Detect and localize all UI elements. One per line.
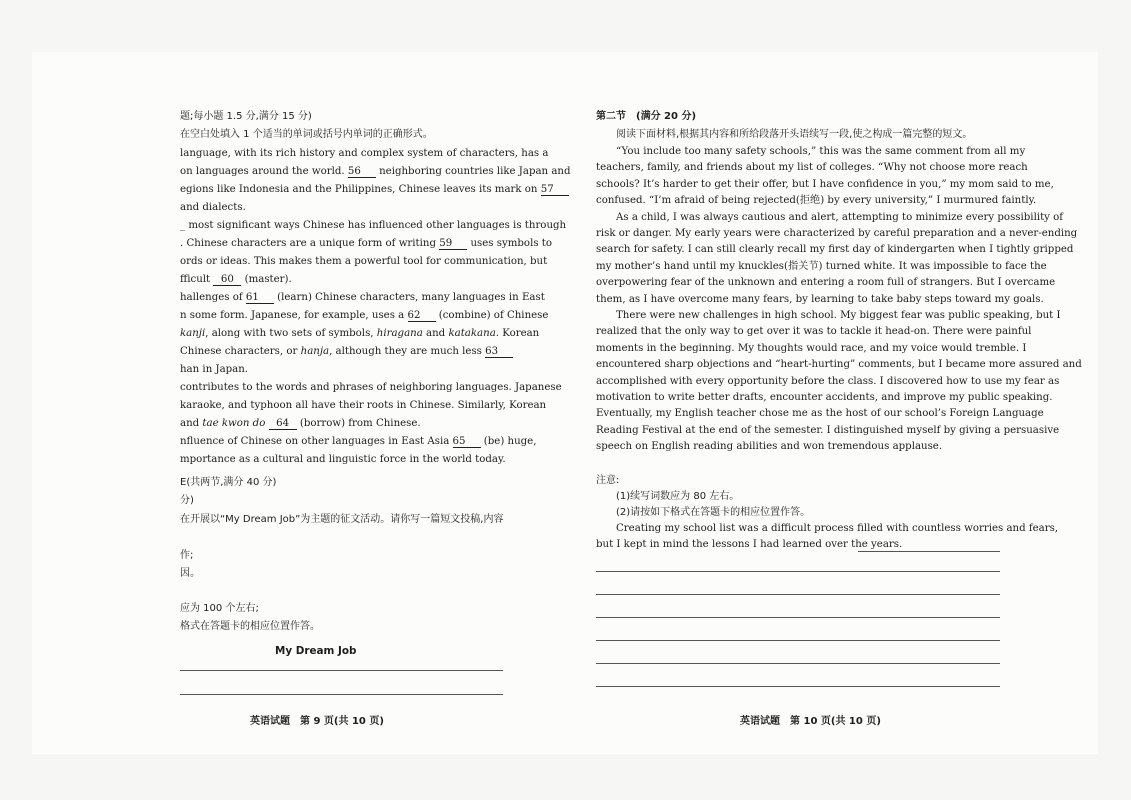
- section-title: 第二节 (满分 20 分): [596, 111, 697, 122]
- blank-56[interactable]: 56: [348, 166, 376, 178]
- answer-line[interactable]: [596, 640, 1000, 641]
- section-header: 题;每小题 1.5 分,满分 15 分): [180, 111, 312, 122]
- story-line: search for safety. I can still clearly recall my first day of kindergarten when I tightly gripped: [596, 244, 1074, 256]
- answer-line[interactable]: [596, 663, 1000, 664]
- blank-63[interactable]: 63: [485, 346, 513, 358]
- blank-57[interactable]: 57: [541, 184, 569, 196]
- passage-line: and tae kwon do 64 (borrow) from Chinese.: [180, 418, 421, 429]
- answer-line[interactable]: [596, 617, 1000, 618]
- story-line: As a child, I was always cautious and alert, attempting to minimize every possibility of: [616, 211, 1064, 223]
- story-line: risk or danger. My early years were characterized by careful preparation and a never-ending: [596, 228, 1078, 239]
- story-line: Eventually, my English teacher chose me as the host of our school’s Foreign Language: [596, 408, 1044, 420]
- passage-line: ords or ideas. This makes them a powerful tool for communication, but: [180, 256, 548, 267]
- story-line: moments in the beginning. My thoughts would race, and my voice would tremble. I: [596, 342, 1027, 354]
- essay-title: My Dream Job: [275, 645, 357, 657]
- story-line: schools? It’s harder to get their offer, but I have confidence in you,” my mom said to me,: [596, 178, 1054, 190]
- story-line: “You include too many safety schools,” this was the same comment from all my: [616, 146, 1026, 157]
- continuation-instruction: 阅读下面材料,根据其内容和所给段落开头语续写一段,使之构成一篇完整的短文。: [616, 129, 973, 140]
- passage-line: nfluence of Chinese on other languages in East Asia 65 (be) huge,: [180, 436, 537, 447]
- answer-line[interactable]: [596, 594, 1000, 595]
- note-heading: 注意:: [596, 475, 620, 486]
- passage-line: han in Japan.: [180, 364, 249, 375]
- page-9: [32, 52, 571, 754]
- page-10: [584, 52, 1084, 754]
- story-line: motivation to write better drafts, encounter accidents, and improve my public speaking.: [596, 392, 1053, 403]
- answer-line[interactable]: [596, 571, 1000, 572]
- passage-line: hallenges of 61 (learn) Chinese characters, many languages in East: [180, 292, 545, 303]
- story-line: encountered sharp objections and “heart-hurting” comments, but I became more assured and: [596, 359, 1082, 371]
- story-line: Reading Festival at the end of the semester. I distinguished myself by giving a persuasive: [596, 424, 1060, 436]
- part3-header: E(共两节,满分 40 分): [180, 477, 277, 488]
- story-line: confused. “I’m afraid of being rejected(拒绝) by every university,” I murmured faintly.: [596, 195, 1037, 207]
- passage-line: language, with its rich history and complex system of characters, has a: [180, 148, 549, 159]
- blank-65[interactable]: 65: [453, 436, 481, 448]
- page-footer: 英语试题 第 10 页(共 10 页): [740, 716, 881, 727]
- essay-prompt: 在开展以“My Dream Job”为主题的征文活动。请你写一篇短文投稿,内容: [180, 514, 504, 525]
- story-line: teachers, family, and friends about my list of colleges. “Why not choose more reach: [596, 162, 1028, 174]
- passage-line: Chinese characters, or hanja, although they are much less 63: [180, 345, 508, 359]
- grammar-instruction: 在空白处填入 1 个适当的单词或括号内单词的正确形式。: [180, 129, 433, 140]
- blank-59[interactable]: 59: [439, 238, 467, 250]
- story-line: accomplished with every opportunity before the class. I discovered how to use my fear as: [596, 375, 1060, 387]
- passage-line: kanji, along with two sets of symbols, hiragana and katakana. Korean: [180, 328, 540, 339]
- essay-note-2: 格式在答题卡的相应位置作答。: [180, 621, 320, 632]
- passage-line: _ most significant ways Chinese has influenced other languages is through: [180, 220, 567, 231]
- essay-req-1: 作;: [180, 550, 194, 561]
- story-line: realized that the only way to get over it was to tackle it head-on. There were painful: [596, 326, 1032, 338]
- note-item-2: (2)请按如下格式在答题卡的相应位置作答。: [616, 507, 811, 518]
- passage-line: n some form. Japanese, for example, uses a 62 (combine) of Chinese: [180, 310, 549, 321]
- story-line: There were new challenges in high school. My biggest fear was public speaking, but I: [616, 310, 1061, 321]
- answer-line[interactable]: [180, 694, 503, 695]
- answer-line[interactable]: [596, 686, 1000, 687]
- story-line: them, as I have overcome many fears, by learning to take baby steps toward my goals.: [596, 293, 1044, 305]
- exam-sheet: [32, 52, 1098, 754]
- passage-line: . Chinese characters are a unique form of writing 59 uses symbols to: [180, 238, 553, 249]
- passage-line: on languages around the world. 56 neighboring countries like Japan and: [180, 166, 571, 177]
- passage-line: mportance as a cultural and linguistic force in the world today.: [180, 454, 506, 465]
- passage-line: egions like Indonesia and the Philippines, Chinese leaves its mark on 57: [180, 183, 508, 197]
- essay-req-2: 因。: [180, 568, 200, 579]
- passage-line: and dialects.: [180, 202, 246, 213]
- part3-score: 分): [180, 495, 194, 506]
- blank-64[interactable]: 64: [269, 418, 297, 430]
- paragraph-prompt-cont: but I kept in mind the lessons I had learned over the years.: [596, 539, 903, 550]
- passage-line: fficult 60 (master).: [180, 274, 292, 285]
- paragraph-prompt: Creating my school list was a difficult process filled with countless worries and fears,: [616, 523, 1059, 534]
- blank-61[interactable]: 61: [246, 292, 274, 304]
- blank-60[interactable]: 60: [213, 274, 241, 286]
- passage-line: contributes to the words and phrases of neighboring languages. Japanese: [180, 382, 562, 393]
- essay-note-1: 应为 100 个左右;: [180, 603, 259, 614]
- story-line: my mother’s hand until my knuckles(指关节) turned white. It was impossible to face the: [596, 260, 1047, 272]
- blank-62[interactable]: 62: [408, 310, 436, 322]
- note-item-1: (1)续写词数应为 80 左右。: [616, 491, 740, 502]
- story-line: speech on English reading abilities and won tremendous applause.: [596, 441, 943, 453]
- page-footer: 英语试题 第 9 页(共 10 页): [250, 716, 384, 727]
- story-line: overpowering fear of the unknown and entering a room full of strangers. But I overcame: [596, 277, 1056, 289]
- answer-line[interactable]: [858, 551, 1000, 552]
- passage-line: karaoke, and typhoon all have their roots in Chinese. Similarly, Korean: [180, 400, 547, 411]
- answer-line[interactable]: [180, 670, 503, 671]
